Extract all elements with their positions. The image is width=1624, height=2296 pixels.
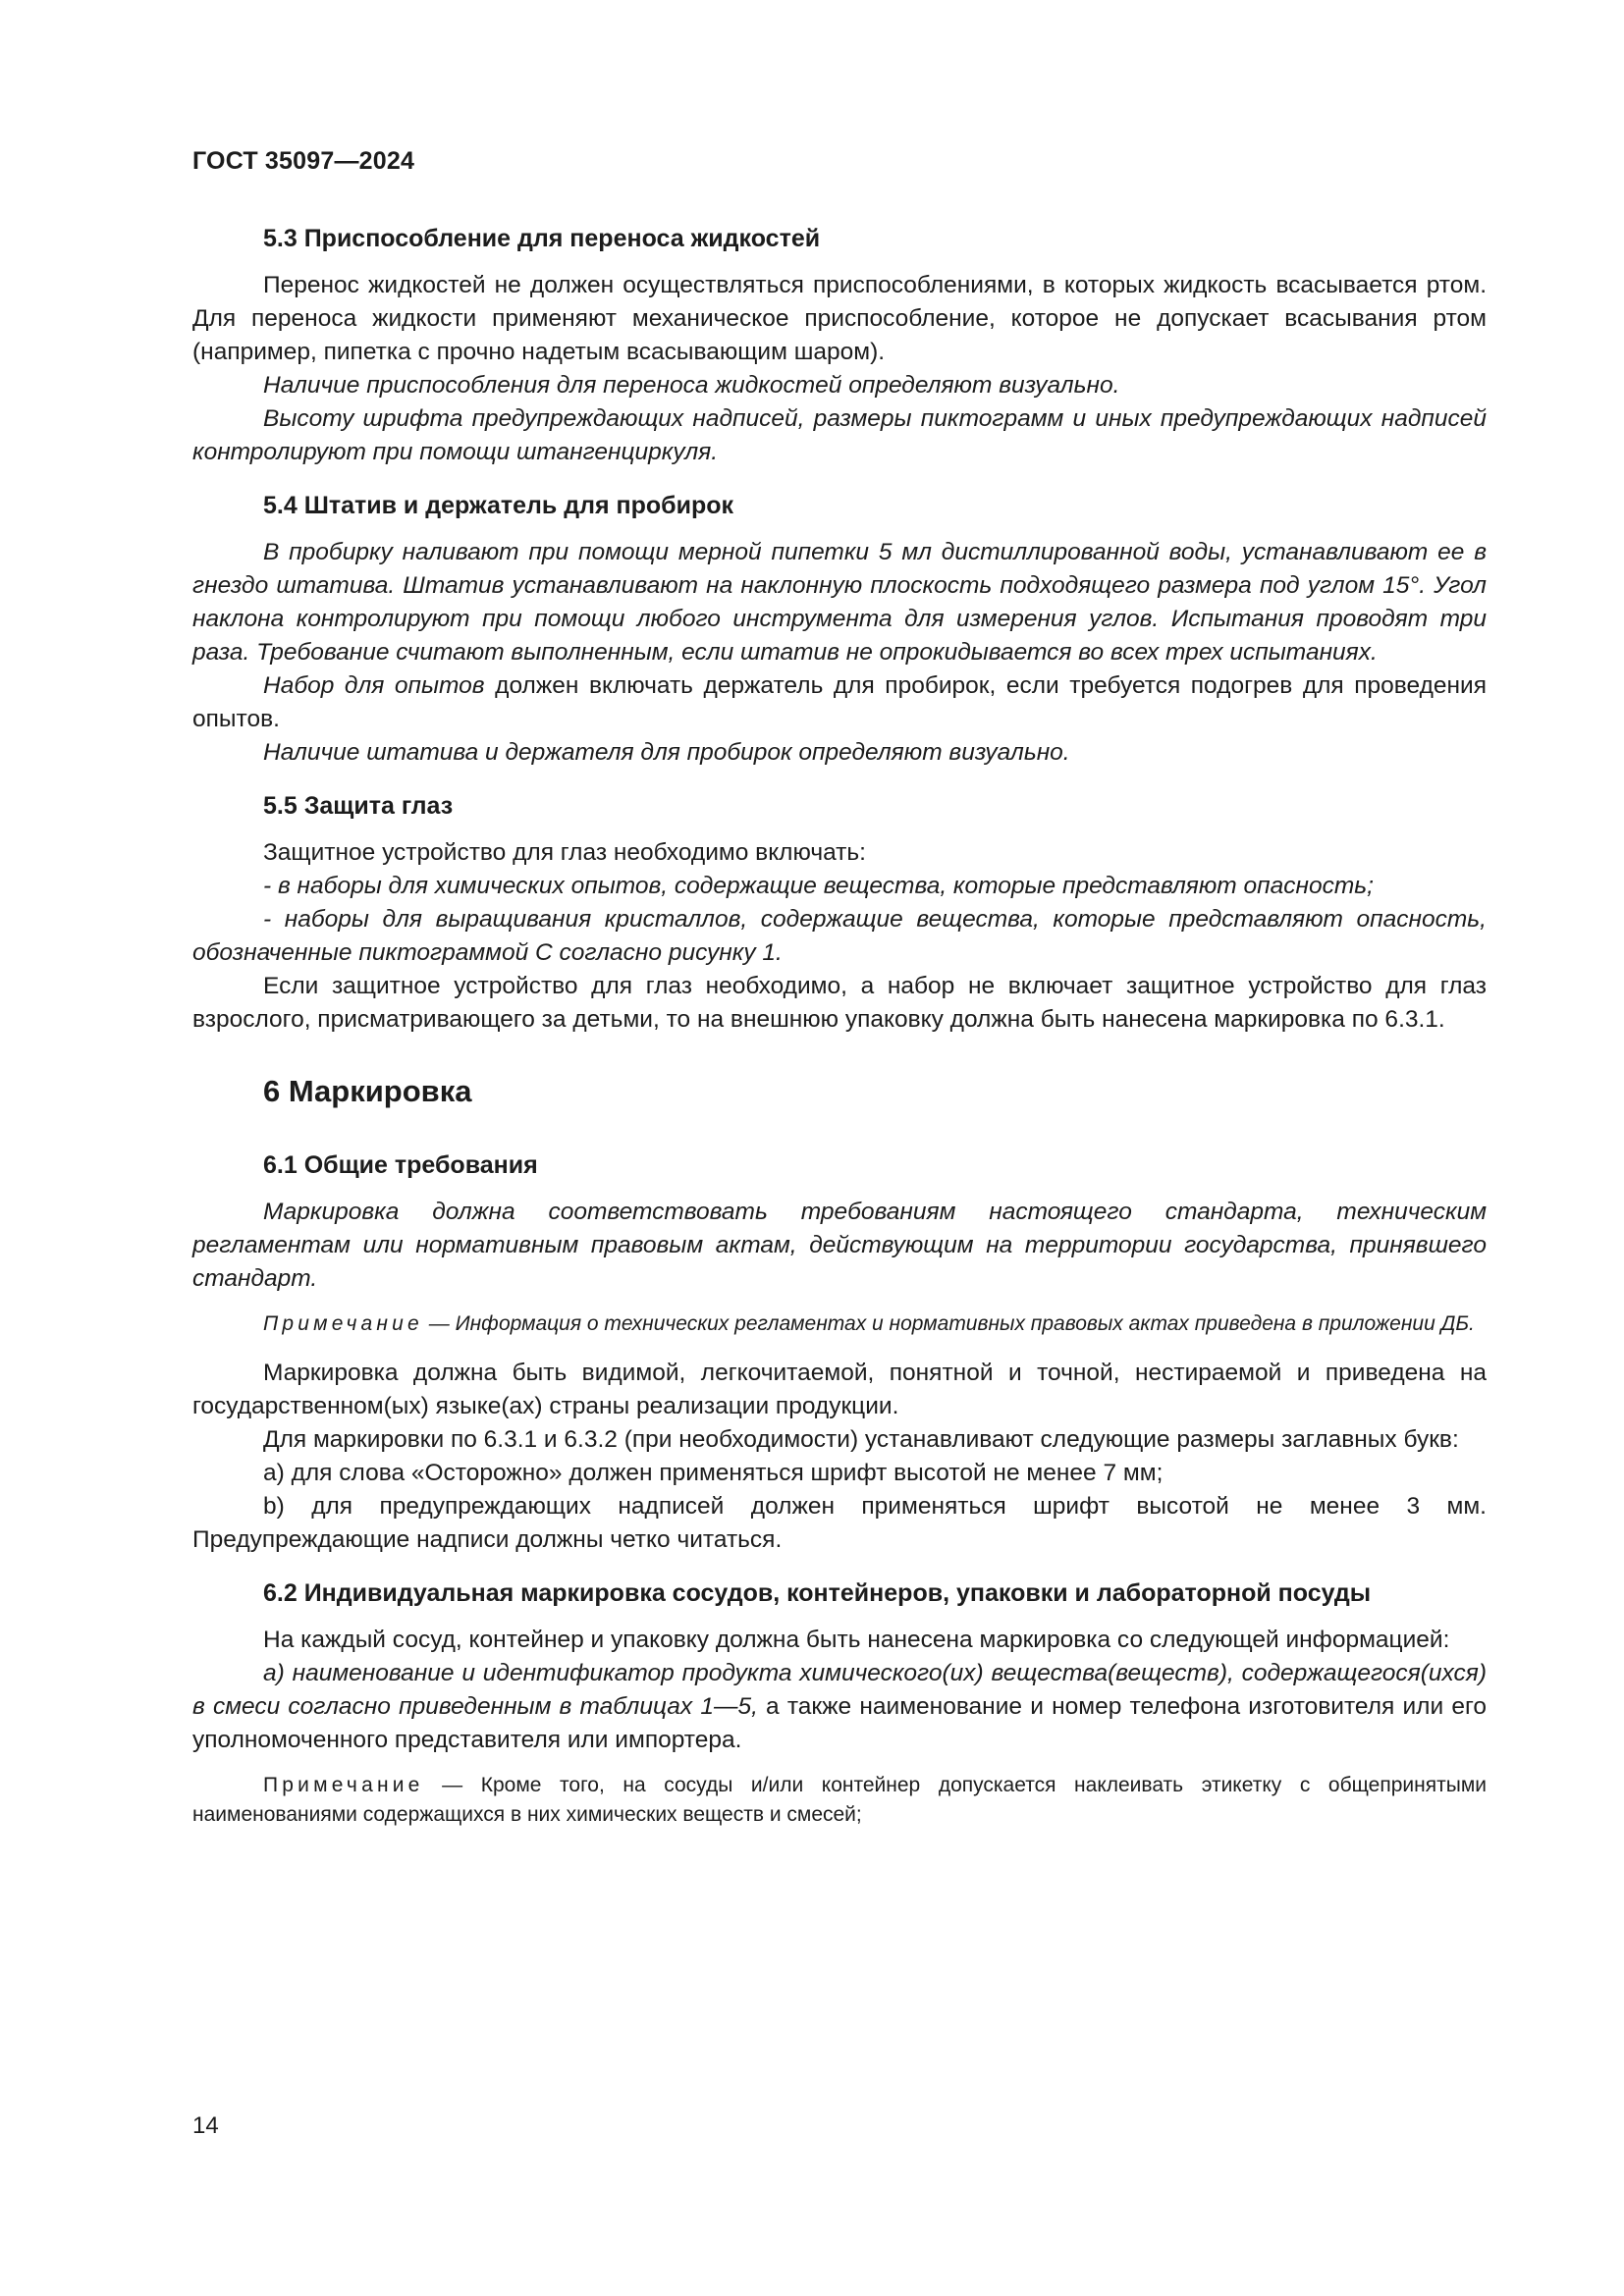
paragraph: Для маркировки по 6.3.1 и 6.3.2 (при необходимости) устанавливают следующие размеры заглавных букв: [263, 1426, 1459, 1453]
paragraph: Маркировка должна быть видимой, легкочитаемой, понятной и точной, нестираемой и приведена на государственном(ых) языке(ах) страны реализации продукции. [192, 1360, 1487, 1419]
document-body [192, 222, 1487, 1847]
document-page [192, 0, 1487, 2296]
note-label: Примечание [263, 1312, 423, 1335]
section-heading-5-4: 5.4 Штатив и держатель для пробирок [263, 492, 733, 519]
paragraph [192, 669, 1487, 736]
document-header: ГОСТ 35097—2024 [192, 147, 415, 175]
paragraph: Если защитное устройство для глаз необходимо, а набор не включает защитное устройство для глаз взрослого, присматривающего за детьми, то на внешнюю упаковку должна быть нанесена маркировка по 6.3.1. [192, 973, 1487, 1033]
paragraph: Защитное устройство для глаз необходимо включать: [263, 839, 866, 866]
section-heading-5-3: 5.3 Приспособление для переноса жидкостей [263, 225, 821, 252]
paragraph: Маркировка должна соответствовать требованиям настоящего стандарта, техническим регламентам или нормативным правовым актам, действующим на территории государства, принявшего стандарт. [192, 1199, 1487, 1292]
note-text: — Кроме того, на сосуды и/или контейнер допускается наклеивать этикетку с общепринятыми наименованиями содержащихся в них химических веществ и смесей; [192, 1774, 1487, 1826]
page-number: 14 [192, 2112, 219, 2139]
note [192, 1309, 1487, 1339]
section-heading-5-5: 5.5 Защита глаз [263, 792, 454, 820]
list-item: - наборы для выращивания кристаллов, содержащие вещества, которые представляют опасность, обозначенные пиктограммой С согласно рисунку 1. [192, 906, 1487, 966]
paragraph: В пробирку наливают при помощи мерной пипетки 5 мл дистиллированной воды, устанавливают ее в гнездо штатива. Штатив устанавливают на наклонную плоскость подходящего размера под углом 15°. Угол наклона контролируют при помощи любого инструмента для измерения углов. Испытания проводят три раза. Требование считают выполненным, если штатив не опрокидывается во всех трех испытаниях. [192, 539, 1487, 666]
section-heading-6-2: 6.2 Индивидуальная маркировка сосудов, контейнеров, упаковки и лабораторной посуды [263, 1579, 1372, 1607]
note-text: — Информация о технических регламентах и нормативных правовых актах приведена в приложении ДБ. [422, 1312, 1475, 1335]
paragraph: Наличие приспособления для переноса жидкостей определяют визуально. [263, 372, 1120, 399]
text: должен включать держатель для пробирок, если требуется подогрев для проведения опытов. [192, 672, 1487, 732]
italic-text: Набор для опытов [263, 672, 485, 699]
list-item: - в наборы для химических опытов, содержащие вещества, которые представляют опасность; [263, 873, 1374, 899]
paragraph: Наличие штатива и держателя для пробирок определяют визуально. [263, 739, 1070, 766]
list-item: a) для слова «Осторожно» должен применяться шрифт высотой не менее 7 мм; [263, 1460, 1164, 1486]
section-heading-6-1: 6.1 Общие требования [263, 1151, 538, 1179]
section-heading-6: 6 Маркировка [263, 1074, 472, 1108]
list-item: b) для предупреждающих надписей должен применяться шрифт высотой не менее 3 мм. Предупреждающие надписи должны четко читаться. [192, 1493, 1487, 1553]
text: а также наименование и номер телефона изготовителя или его уполномоченного представителя или импортера. [192, 1693, 1487, 1753]
paragraph: Высоту шрифта предупреждающих надписей, размеры пиктограмм и иных предупреждающих надписей контролируют при помощи штангенциркуля. [192, 405, 1487, 465]
note [192, 1771, 1487, 1830]
paragraph: Перенос жидкостей не должен осуществляться приспособлениями, в которых жидкость всасывается ртом. Для переноса жидкости применяют механическое приспособление, которое не допускает всасывания ртом (например, пипетка с прочно надетым всасывающим шаром). [192, 272, 1487, 365]
paragraph [192, 1657, 1487, 1757]
paragraph: На каждый сосуд, контейнер и упаковку должна быть нанесена маркировка со следующей информацией: [263, 1627, 1450, 1653]
italic-text: а) наименование и идентификатор продукта химического(их) вещества(веществ), содержащегося(ихся) в смеси согласно приведенным в таблицах 1—5, [192, 1660, 1487, 1720]
note-label: Примечание [263, 1774, 424, 1796]
